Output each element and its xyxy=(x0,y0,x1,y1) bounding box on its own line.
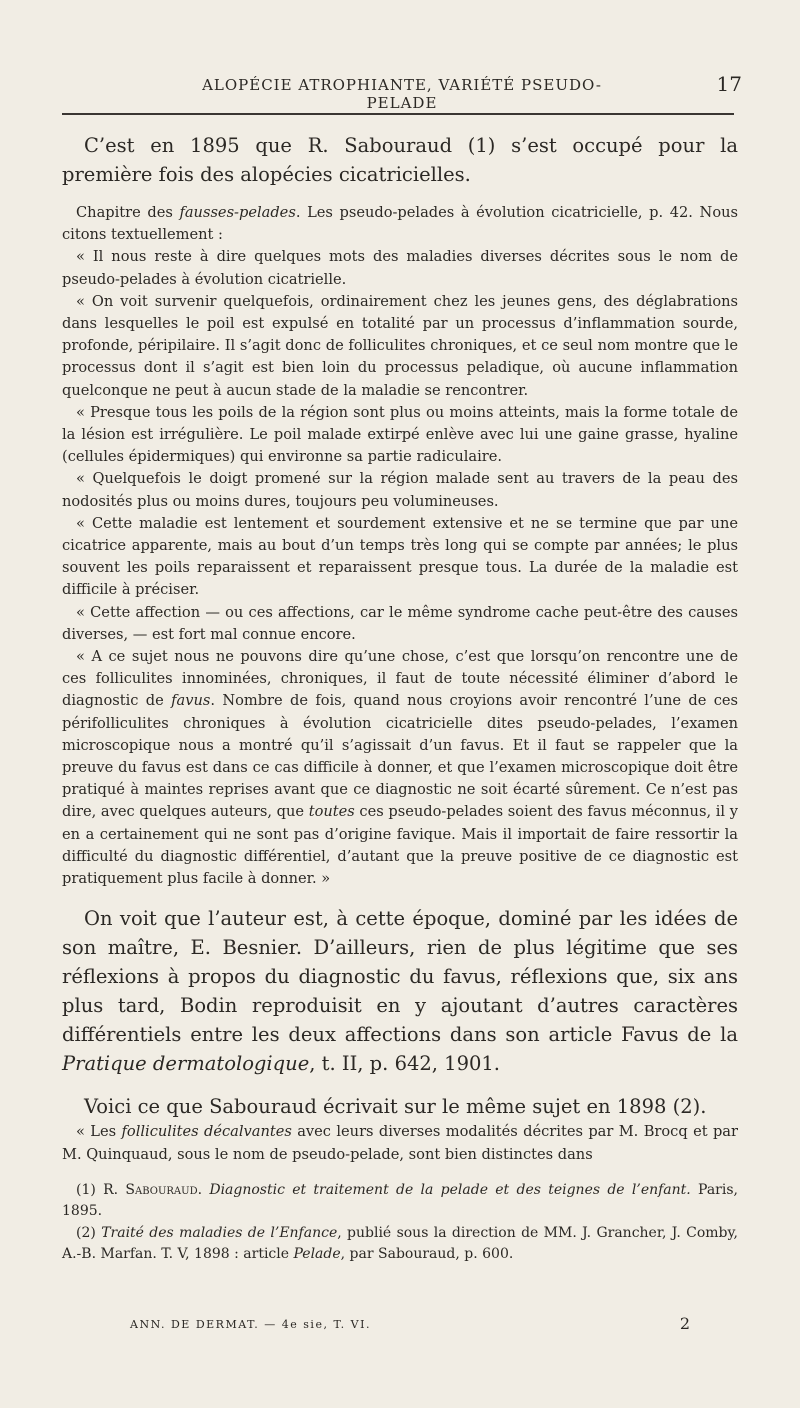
footnote: (2) Traité des maladies de l’Enfance, publié sous la direction de MM. J. Grancher, J. Comby, A.-B. Marfan. T. V, 1898 : article Pelade, par Sabouraud, p. 600. xyxy=(62,1224,739,1263)
quote-paragraph: « Cette maladie est lentement et sourdement extensive et ne se termine que par une cicatrice apparente, mais au bout d’un temps très long qui se compte par années; le plus souvent les poils reparaissent et reparaissent presque tous. La durée de la maladie est difficile à préciser. xyxy=(62,514,738,599)
printer-signature: ANN. DE DERMAT. — 4e sie, T. VI. xyxy=(130,1318,371,1331)
main-text xyxy=(62,131,738,1266)
quote-paragraph: « On voit survenir quelquefois, ordinairement chez les jeunes gens, des déglabrations dans lesquelles le poil est expulsé en totalité par un processus d’inflammation sourde, profonde, péripilaire. Il s’agit donc de folliculites chroniques, et ce seul nom montre que le processus dont il s’agit est bien loin du processus peladique, où aucune inflammation quelconque ne peut à aucun stade de la maladie se rencontrer. xyxy=(62,292,738,399)
page-footer xyxy=(130,1314,690,1338)
page-number: 17 xyxy=(716,72,742,96)
paragraph: On voit que l’auteur est, à cette époque, dominé par les idées de son maître, E. Besnier. D’ailleurs, rien de plus légitime que ses réflexions à propos du diagnostic du favus, réflexions que, six ans plus tard, Bodin reproduisit en y ajoutant d’autres caractères différentiels entre les deux affections dans son article Favus de la Pratique dermatologique, t. II, p. 642, 1901. xyxy=(62,907,738,1076)
footnotes xyxy=(62,1180,738,1266)
paragraph: Voici ce que Sabouraud écrivait sur le même sujet en 1898 (2). xyxy=(84,1095,707,1119)
quote-paragraph: « Quelquefois le doigt promené sur la région malade sent au travers de la peau des nodosités plus ou moins dures, toujours peu volumineuses. xyxy=(62,470,738,510)
running-title: ALOPÉCIE ATROPHIANTE, VARIÉTÉ PSEUDO-PELADE xyxy=(202,76,602,112)
signature-mark: 2 xyxy=(679,1314,690,1333)
quote-paragraph: « A ce sujet nous ne pouvons dire qu’une chose, c’est que lorsqu’on rencontre une de ces folliculites innominées, chroniques, il faut de toute nécessité éliminer d’abord le diagnostic de favus. Nombre de fois, quand nous croyions avoir rencontré l’une de ces périfolliculites chroniques à évolution cicatricielle dites pseudo-pelades, l’examen microscopique nous a montré qu’il s’agissait d’un favus. Et il faut se rappeler que la preuve du favus est dans ce cas difficile à donner, et que l’examen microscopique doit être pratiqué à maintes reprises avant que ce diagnostic ne soit écarté sûrement. Ce n’est pas dire, avec quelques auteurs, que toutes ces pseudo-pelades soient des favus méconnus, il y en a certainement qui ne sont pas d’origine favique. Mais il importait de faire ressortir la difficulté du diagnostic différentiel, d’autant que la preuve positive de ce diagnostic est pratiquement plus facile à donner. » xyxy=(62,648,738,888)
quote-paragraph: « Presque tous les poils de la région sont plus ou moins atteints, mais la forme totale de la lésion est irrégulière. Le poil malade extirpé enlève avec lui une gaine grasse, hyaline (cellules épidermiques) qui environne sa partie radiculaire. xyxy=(62,403,738,466)
paragraph: C’est en 1895 que R. Sabouraud (1) s’est occupé pour la première fois des alopécies cicatricielles. xyxy=(62,134,738,186)
footnote: (1) R. Sabouraud. Diagnostic et traitement de la pelade et des teignes de l’enfant. Paris, 1895. xyxy=(62,1181,738,1220)
quote-paragraph: Chapitre des fausses-pelades. Les pseudo-pelades à évolution cicatricielle, p. 42. Nous citons textuellement : xyxy=(62,204,739,244)
quote-paragraph: « Les folliculites décalvantes avec leurs diverses modalités décrites par M. Brocq et par M. Quinquaud, sous le nom de pseudo-pelade, sont bien distinctes dans xyxy=(62,1123,738,1163)
quote-paragraph: « Cette affection — ou ces affections, car le même syndrome cache peut-être des causes diverses, — est fort mal connue encore. xyxy=(62,603,738,643)
page-header xyxy=(62,72,742,112)
header-rule xyxy=(62,113,734,115)
quote-paragraph: « Il nous reste à dire quelques mots des maladies diverses décrites sous le nom de pseudo-pelades à évolution cicatrielle. xyxy=(62,248,738,288)
